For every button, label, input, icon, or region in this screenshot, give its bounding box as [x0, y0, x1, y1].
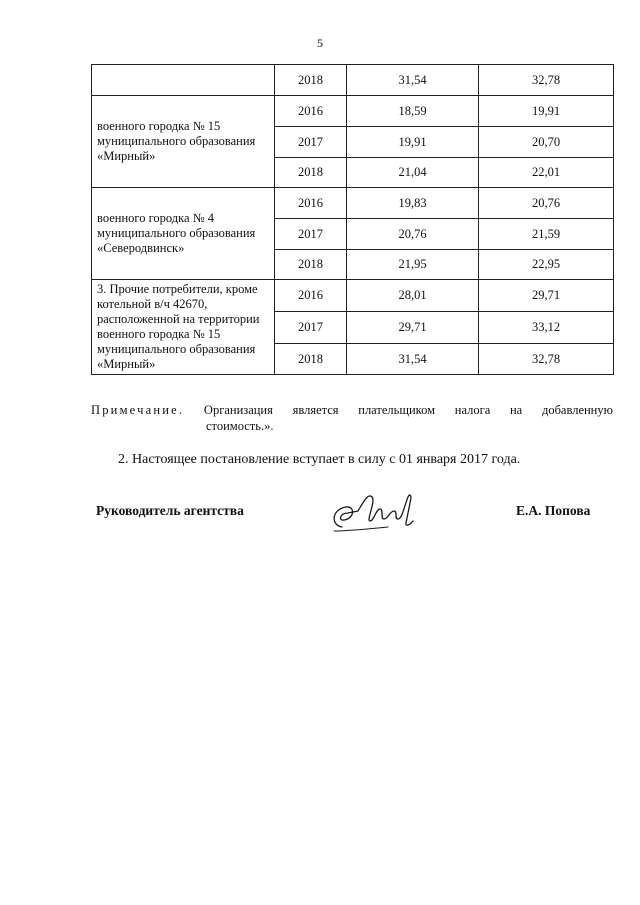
- tariff-value-1-cell: 18,59: [347, 96, 479, 127]
- consumer-label-cell: [92, 65, 275, 96]
- tariff-value-2-cell: 19,91: [479, 96, 614, 127]
- signer-title: Руководитель агентства: [96, 503, 244, 518]
- note-continuation: стоимость.».: [206, 419, 274, 433]
- tariff-value-2-cell: 29,71: [479, 280, 614, 312]
- year-cell: 2018: [275, 65, 347, 96]
- year-cell: 2018: [275, 158, 347, 188]
- table-row: [92, 65, 614, 96]
- note-word: на: [509, 403, 523, 417]
- tariff-value-1-cell: 19,83: [347, 188, 479, 219]
- year-cell: 2016: [275, 188, 347, 219]
- note-label: Примечание.: [91, 403, 185, 417]
- table-row: [92, 96, 614, 127]
- note: [91, 402, 613, 434]
- note-word: плательщиком: [358, 403, 436, 417]
- tariff-value-2-cell: 20,76: [479, 188, 614, 219]
- tariff-value-2-cell: 22,95: [479, 250, 614, 280]
- tariff-table: [91, 64, 614, 375]
- note-word: является: [292, 403, 339, 417]
- note-first-line: [91, 402, 613, 418]
- tariff-value-2-cell: 22,01: [479, 158, 614, 188]
- year-cell: 2018: [275, 250, 347, 280]
- tariff-value-1-cell: 31,54: [347, 65, 479, 96]
- tariff-value-1-cell: 20,76: [347, 219, 479, 250]
- tariff-value-2-cell: 32,78: [479, 65, 614, 96]
- year-cell: 2017: [275, 219, 347, 250]
- tariff-value-2-cell: 33,12: [479, 312, 614, 344]
- tariff-value-1-cell: 31,54: [347, 344, 479, 375]
- table-row: [92, 188, 614, 219]
- year-cell: 2017: [275, 127, 347, 158]
- consumer-label-cell: военного городка № 15 муниципального образования «Мирный»: [92, 96, 275, 188]
- tariff-value-1-cell: 19,91: [347, 127, 479, 158]
- year-cell: 2016: [275, 280, 347, 312]
- signer-name: Е.А. Попова: [516, 503, 591, 518]
- tariff-value-1-cell: 28,01: [347, 280, 479, 312]
- tariff-value-2-cell: 20,70: [479, 127, 614, 158]
- tariff-value-2-cell: 32,78: [479, 344, 614, 375]
- tariff-value-1-cell: 21,95: [347, 250, 479, 280]
- note-word: Организация: [203, 403, 273, 417]
- tariff-value-2-cell: 21,59: [479, 219, 614, 250]
- year-cell: 2016: [275, 96, 347, 127]
- table-row: [92, 280, 614, 312]
- page-number: 5: [317, 36, 323, 50]
- handwritten-signature: [328, 487, 423, 537]
- tariff-value-1-cell: 21,04: [347, 158, 479, 188]
- note-word: налога: [454, 403, 491, 417]
- year-cell: 2017: [275, 312, 347, 344]
- tariff-value-1-cell: 29,71: [347, 312, 479, 344]
- year-cell: 2018: [275, 344, 347, 375]
- clause-2: 2. Настоящее постановление вступает в силу с 01 января 2017 года.: [118, 452, 521, 467]
- consumer-label-cell: военного городка № 4 муниципального образования «Северодвинск»: [92, 188, 275, 280]
- consumer-label-cell: 3. Прочие потребители, кроме котельной в/ч 42670, расположенной на территории военного городка № 15 муниципального образования «Мирный»: [92, 280, 275, 375]
- note-word: добавленную: [541, 403, 613, 417]
